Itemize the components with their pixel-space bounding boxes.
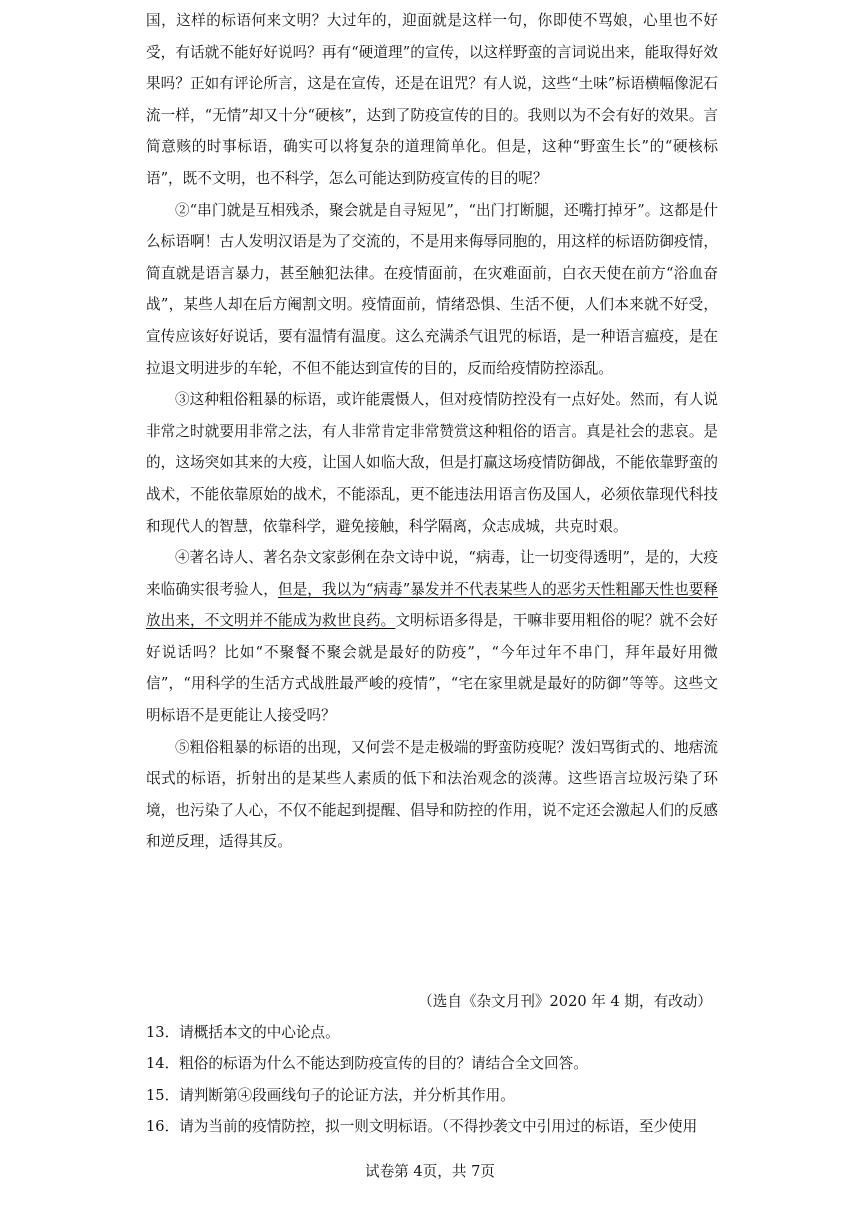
paragraph-4 [146,542,718,732]
paragraph-1-continued: 国，这样的标语何来文明？大过年的，迎面就是这样一句，你即使不骂娘，心里也不好受，有话就不能好好说吗？再有“硬道理”的宣传，以这样野蛮的言词说出来，能取得好效果吗？正如有评论所言，这是在宣传，还是在诅咒？有人说，这些“土味”标语横幅像泥石流一样，“无情”却又十分“硬核”，达到了防疫宣传的目的。我则以为不会有好的效果。言简意赅的时事标语，确实可以将复杂的道理简单化。但是，这种“野蛮生长”的“硬核标语”，既不文明，也不科学，怎么可能达到防疫宣传的目的呢？ [146,12,718,187]
paragraph-2: ②“串门就是互相残杀，聚会就是自寻短见”，“出门打断腿，还嘴打掉牙”。这都是什么标语啊！古人发明汉语是为了交流的，不是用来侮辱同胞的，用这样的标语防御疫情，简直就是语言暴力，甚至触犯法律。在疫情面前，在灾难面前，白衣天使在前方“浴血奋战”，某些人却在后方阉割文明。疫情面前，情绪恐惧、生活不便，人们本来就不好受，宣传应该好好说话，要有温情有温度。这么充满杀气诅咒的标语，是一种语言瘟疫，是在拉退文明进步的车轮，不但不能达到宣传的目的，反而给疫情防控添乱。 [146,201,718,377]
question-14: 14．粗俗的标语为什么不能达到防疫宣传的目的？请结合全文回答。 [146,1055,588,1073]
underlined-sentence: 但是，我以为“病毒”暴发并不代表某些人的恶劣天性粗鄙天性也要释放出来，不文明并不能成为救世良药。 [146,580,718,630]
paragraph-3: ③这种粗俗粗暴的标语，或许能震慑人，但对疫情防控没有一点好处。然而，有人说非常之时就要用非常之法，有人非常肯定非常赞赏这种粗俗的语言。真是社会的悲哀。是的，这场突如其来的大疫，让国人如临大敌，但是打赢这场疫情防御战，不能依靠野蛮的战术，不能依靠原始的战术，不能添乱，更不能违法用语言伤及国人，必须依靠现代科技和现代人的智慧，依靠科学，避免接触，科学隔离，众志成城，共克时艰。 [146,391,718,535]
source-citation: （选自《杂文月刊》2020 年 4 期，有改动） [418,993,712,1010]
question-15: 15．请判断第④段画线句子的论证方法，并分析其作用。 [146,1086,515,1104]
article-body [146,5,718,858]
page-footer: 试卷第 4页，共 7页 [364,1163,495,1180]
question-13: 13．请概括本文的中心论点。 [146,1024,340,1041]
question-list [146,1017,718,1142]
paragraph-4-rest: 文明标语多得是，干嘛非要用粗俗的呢？就不会好好说话吗？比如“不聚餐不聚会就是最好的防疫”，“今年过年不串门，拜年最好用微信”，“用科学的生活方式战胜最严峻的疫情”，“宅在家里就是最好的防御”等等。这些文明标语不是更能让人接受吗？ [146,612,718,725]
paragraph-4-lead: ④著名诗人、著名杂文家彭俐在杂文诗中说，“病毒，让一切变得透明”，是的，大疫来临确实很考验人， [146,549,718,598]
question-16: 16．请为当前的疫情防控，拟一则文明标语。（不得抄袭文中引用过的标语，至少使用 [146,1117,698,1135]
paragraph-5: ⑤粗俗粗暴的标语的出现，又何尝不是走极端的野蛮防疫呢？泼妇骂街式的、地痞流氓式的标语，折射出的是某些人素质的低下和法治观念的淡薄。这些语言垃圾污染了环境，也污染了人心，不仅不能起到提醒、倡导和防控的作用，说不定还会激起人们的反感和逆反理，适得其反。 [146,738,718,851]
